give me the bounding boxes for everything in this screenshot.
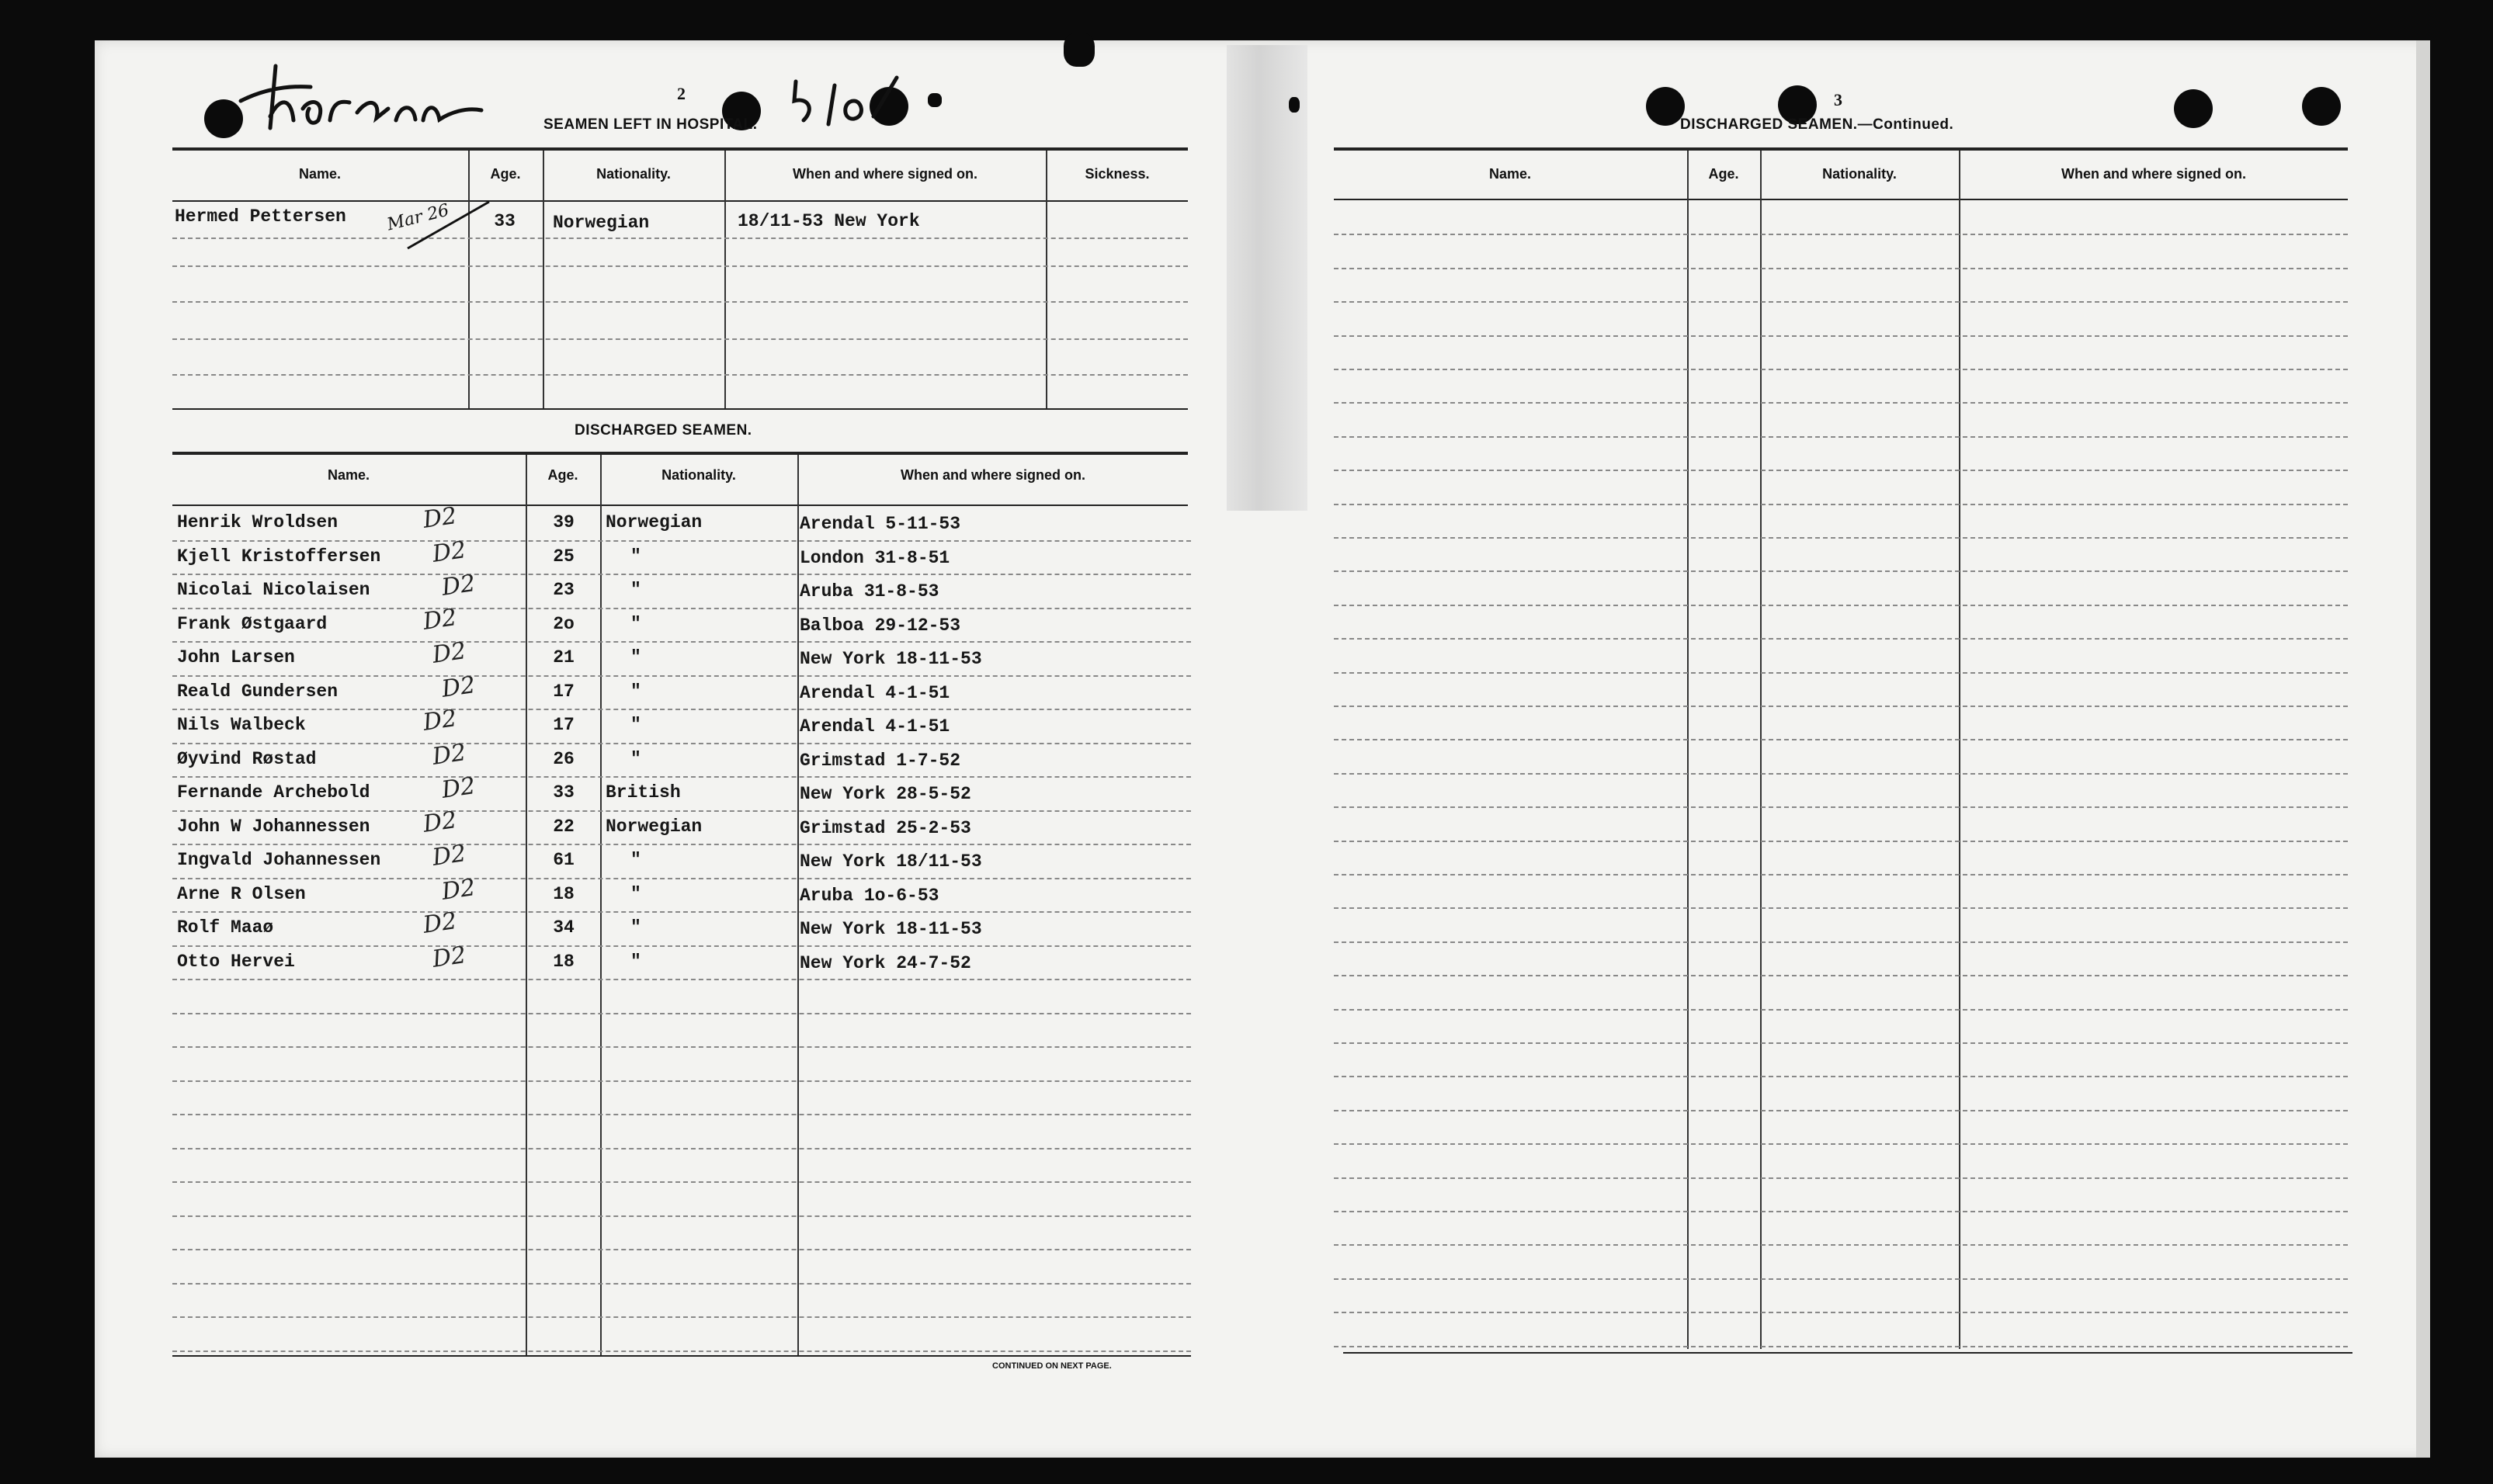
row-rule: [1334, 672, 2348, 674]
discharged-row-name: John Larsen: [177, 647, 295, 667]
discharged-row-nationality: Norwegian: [606, 816, 703, 837]
row-rule: [1334, 907, 2348, 909]
row-rule: [172, 374, 1188, 376]
row-rule: [172, 1148, 1191, 1149]
discharged-row-signed-on: London 31-8-51: [800, 547, 950, 568]
column-divider: [600, 455, 602, 1355]
hospital-col-sickness: Sickness.: [1085, 166, 1150, 182]
page-number-left: 2: [677, 84, 686, 103]
row-rule: [1334, 1042, 2348, 1044]
discharged-row-age: 21: [553, 647, 575, 667]
discharged-row-nationality: ": [630, 850, 641, 870]
column-divider: [1046, 151, 1047, 408]
punch-hole: [2174, 89, 2213, 128]
discharged-row-nationality: ": [630, 613, 641, 634]
page-fold: [1227, 45, 1307, 511]
discharge-mark: D2: [421, 907, 459, 939]
discharged-row-age: 25: [553, 546, 575, 567]
rule: [172, 200, 1188, 202]
rule: [1334, 147, 2348, 151]
hospital-row-age: 33: [494, 211, 516, 231]
row-rule: [172, 810, 1191, 812]
column-divider: [1959, 151, 1960, 1349]
column-divider: [1760, 151, 1762, 1349]
discharged-row-nationality: ": [630, 917, 641, 938]
discharged-row-nationality: ": [630, 580, 641, 600]
discharged-row-age: 2o: [553, 613, 575, 634]
rule: [172, 147, 1188, 151]
hospital-col-age: Age.: [490, 166, 521, 182]
binding-notch: [928, 93, 942, 107]
row-rule: [1334, 773, 2348, 775]
row-rule: [172, 776, 1191, 778]
title-continued: —Continued.: [1857, 116, 1954, 133]
row-rule: [172, 540, 1191, 542]
punch-hole: [1646, 87, 1685, 126]
discharged-row-age: 34: [553, 917, 575, 938]
page-edge: [2416, 40, 2430, 1458]
discharged-row-name: Rolf Maaø: [177, 917, 274, 938]
column-divider: [543, 151, 544, 408]
discharged-row-signed-on: Aruba 31-8-53: [800, 581, 939, 602]
discharged-row-nationality: ": [630, 546, 641, 567]
row-rule: [172, 709, 1191, 710]
row-rule: [1334, 301, 2348, 303]
discharged-row-name: Fernande Archebold: [177, 782, 370, 803]
row-rule: [172, 1283, 1191, 1285]
row-rule: [1334, 234, 2348, 235]
hospital-col-signed-on: When and where signed on.: [792, 166, 978, 182]
row-rule: [1334, 570, 2348, 572]
row-rule: [172, 608, 1191, 609]
row-rule: [172, 878, 1191, 879]
discharge-mark: D2: [439, 873, 477, 906]
hospital-row-note: Mar 26: [385, 200, 451, 235]
discharged-row-signed-on: Aruba 1o-6-53: [800, 885, 939, 906]
discharge-mark: D2: [439, 772, 477, 804]
row-rule: [172, 911, 1191, 913]
discharged-row-age: 18: [553, 883, 575, 904]
row-rule: [172, 979, 1191, 980]
hospital-col-nationality: Nationality.: [596, 166, 671, 182]
rule: [1334, 199, 2348, 200]
discharge-mark: D2: [430, 840, 468, 872]
discharge-mark: D2: [439, 671, 477, 703]
discharged-row-nationality: ": [630, 647, 641, 667]
row-rule: [172, 1351, 1191, 1352]
discharged-row-name: Frank Østgaard: [177, 613, 328, 634]
discharge-mark: D2: [421, 705, 459, 737]
discharged-row-name: Arne R Olsen: [177, 883, 306, 904]
row-rule: [172, 574, 1191, 575]
discharged-row-name: Ingvald Johannessen: [177, 850, 381, 870]
discharged-continued-title: [1680, 116, 1953, 133]
discharged-row-name: Otto Hervei: [177, 951, 295, 972]
column-divider: [468, 151, 470, 408]
row-rule: [172, 945, 1191, 947]
row-rule: [1334, 874, 2348, 875]
rule: [1343, 1352, 2352, 1354]
row-rule: [172, 1215, 1191, 1217]
discharged-row-signed-on: Grimstad 1-7-52: [800, 750, 961, 771]
discharged-row-nationality: British: [606, 782, 681, 803]
row-rule: [1334, 1211, 2348, 1212]
row-rule: [172, 338, 1188, 340]
discharged-row-signed-on: New York 18/11-53: [800, 851, 982, 872]
discharged-row-age: 17: [553, 681, 575, 702]
punch-hole: [2302, 87, 2341, 126]
row-rule: [1334, 638, 2348, 640]
row-rule: [172, 301, 1188, 303]
discharged-row-age: 33: [553, 782, 575, 803]
right-col-nationality: Nationality.: [1822, 166, 1897, 182]
row-rule: [1334, 436, 2348, 438]
rule: [172, 408, 1188, 410]
hospital-row-signed-on: 18/11-53 New York: [738, 211, 920, 231]
right-col-name: Name.: [1488, 166, 1532, 182]
hospital-row-nationality: Norwegian: [553, 213, 650, 233]
row-rule: [1334, 470, 2348, 471]
discharged-row-age: 26: [553, 748, 575, 769]
continued-footer: CONTINUED ON NEXT PAGE.: [992, 1361, 1112, 1371]
column-divider: [724, 151, 726, 408]
hospital-section-title: SEAMEN LEFT IN HOSPITAL.: [543, 116, 758, 133]
row-rule: [1334, 739, 2348, 740]
discharged-row-signed-on: New York 24-7-52: [800, 952, 971, 973]
row-rule: [1334, 706, 2348, 707]
discharged-col-nationality: Nationality.: [661, 467, 736, 483]
discharged-row-nationality: ": [630, 715, 641, 735]
row-rule: [1334, 1177, 2348, 1179]
row-rule: [1334, 806, 2348, 808]
discharged-row-signed-on: Arendal 4-1-51: [800, 716, 950, 737]
column-divider: [1687, 151, 1689, 1349]
row-rule: [172, 265, 1188, 267]
row-rule: [1334, 1312, 2348, 1313]
row-rule: [1334, 605, 2348, 606]
row-rule: [1334, 268, 2348, 269]
row-rule: [172, 1181, 1191, 1183]
binding-notch: [1289, 97, 1300, 113]
rule: [172, 1355, 1191, 1357]
row-rule: [1334, 1143, 2348, 1145]
discharged-row-name: Nicolai Nicolaisen: [177, 580, 370, 600]
row-rule: [1334, 941, 2348, 943]
punch-hole: [870, 87, 908, 126]
discharged-row-age: 18: [553, 951, 575, 972]
discharge-mark: D2: [421, 806, 459, 838]
row-rule: [172, 1114, 1191, 1115]
row-rule: [1334, 841, 2348, 842]
row-rule: [172, 743, 1191, 744]
column-divider: [526, 455, 527, 1355]
discharged-row-signed-on: New York 28-5-52: [800, 784, 971, 804]
discharged-row-name: Reald Gundersen: [177, 681, 339, 702]
row-rule: [1334, 1110, 2348, 1111]
discharged-row-name: Øyvind Røstad: [177, 748, 317, 769]
discharged-row-age: 17: [553, 715, 575, 735]
hospital-row-name: Hermed Pettersen: [175, 206, 346, 227]
row-rule: [172, 1046, 1191, 1048]
row-rule: [172, 1316, 1191, 1318]
discharged-row-name: Nils Walbeck: [177, 715, 306, 735]
discharged-col-age: Age.: [547, 467, 578, 483]
rule: [172, 504, 1188, 506]
discharged-row-age: 23: [553, 580, 575, 600]
row-rule: [172, 1249, 1191, 1250]
discharged-row-signed-on: New York 18-11-53: [800, 919, 982, 939]
row-rule: [1334, 402, 2348, 404]
discharged-row-name: Henrik Wroldsen: [177, 512, 339, 532]
right-col-age: Age.: [1708, 166, 1739, 182]
discharged-row-signed-on: Arendal 4-1-51: [800, 682, 950, 703]
row-rule: [1334, 1278, 2348, 1280]
discharge-mark: D2: [430, 536, 468, 568]
discharge-mark: D2: [430, 738, 468, 771]
row-rule: [1334, 504, 2348, 505]
discharge-mark: D2: [430, 637, 468, 669]
discharged-row-age: 39: [553, 512, 575, 532]
discharged-row-nationality: ": [630, 748, 641, 769]
discharged-section-title: DISCHARGED SEAMEN.: [575, 422, 752, 439]
discharge-mark: D2: [421, 603, 459, 636]
discharged-row-nationality: ": [630, 681, 641, 702]
discharged-col-name: Name.: [327, 467, 370, 483]
discharged-row-age: 22: [553, 816, 575, 837]
discharge-mark: D2: [430, 941, 468, 973]
discharged-row-signed-on: Grimstad 25-2-53: [800, 817, 971, 838]
discharged-row-signed-on: Arendal 5-11-53: [800, 514, 961, 534]
binding-notch: [1064, 33, 1095, 67]
row-rule: [172, 238, 1188, 239]
discharged-row-nationality: ": [630, 883, 641, 904]
title-main: DISCHARGED SEAMEN.: [1680, 116, 1858, 133]
row-rule: [1334, 1076, 2348, 1077]
row-rule: [1334, 369, 2348, 370]
rule: [172, 452, 1188, 455]
discharge-mark: D2: [439, 570, 477, 602]
hospital-col-name: Name.: [298, 166, 342, 182]
row-rule: [1334, 1346, 2348, 1347]
column-divider: [797, 455, 799, 1355]
discharged-row-name: Kjell Kristoffersen: [177, 546, 381, 567]
row-rule: [172, 844, 1191, 845]
row-rule: [1334, 537, 2348, 539]
row-rule: [1334, 1244, 2348, 1246]
row-rule: [1334, 975, 2348, 976]
row-rule: [172, 1013, 1191, 1014]
discharged-row-signed-on: Balboa 29-12-53: [800, 615, 961, 636]
discharged-col-signed-on: When and where signed on.: [900, 467, 1086, 483]
row-rule: [172, 1080, 1191, 1082]
punch-hole: [204, 99, 243, 138]
row-rule: [1334, 335, 2348, 337]
row-rule: [1334, 1009, 2348, 1011]
discharged-row-name: John W Johannessen: [177, 816, 370, 837]
discharged-row-signed-on: New York 18-11-53: [800, 649, 982, 669]
right-col-signed-on: When and where signed on.: [2061, 166, 2247, 182]
discharge-mark: D2: [421, 502, 459, 534]
discharged-row-nationality: Norwegian: [606, 512, 703, 532]
row-rule: [172, 641, 1191, 643]
row-rule: [172, 675, 1191, 677]
discharged-row-nationality: ": [630, 951, 641, 972]
page-number-right: 3: [1834, 90, 1842, 109]
discharged-row-age: 61: [553, 850, 575, 870]
